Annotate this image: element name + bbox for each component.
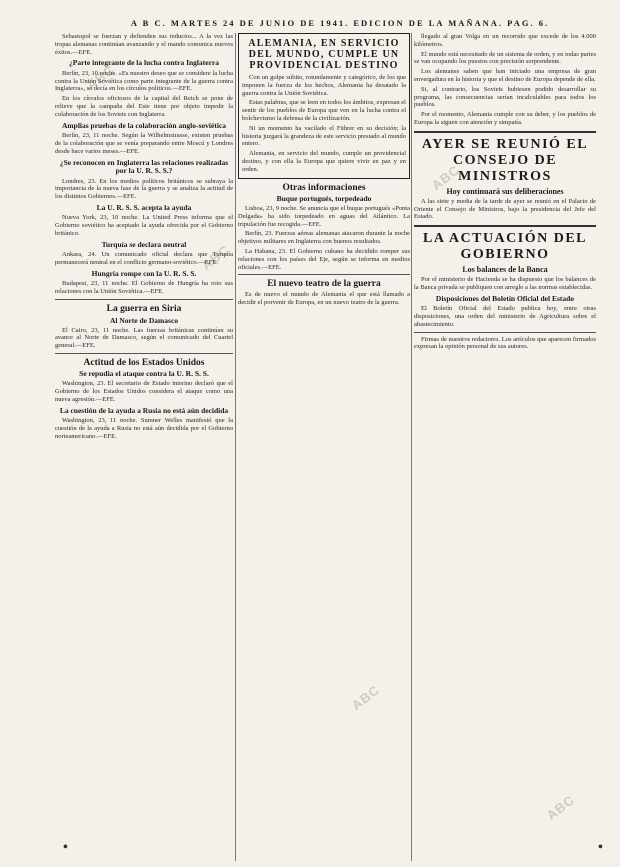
- column-2: [238, 33, 410, 863]
- headline: Actitud de los Estados Unidos: [83, 357, 205, 368]
- article-paragraph: Berlín, 23, 10 noche. «Es nuestro deseo que se considere la lucha contra la Unión Soviética como parte integrante de la guerra contra Inglaterra», se decía en los círculos políticos.—EFE.: [55, 69, 233, 93]
- article-paragraph: Alemania, en servicio del mundo, cumple un providencial destino, y con ella la Europa que quiere vivir en paz y en orden.: [242, 150, 406, 173]
- divider: [414, 225, 596, 227]
- boxed-editorial: [238, 33, 410, 179]
- divider: [238, 274, 410, 275]
- article-paragraph: Es de nuevo el mundo de Alemania el que está llamado a decidir el porvenir de Europa, en un nuevo teatro de la guerra.: [238, 290, 410, 306]
- article-paragraph: Londres, 23. En los medios políticos británicos se subraya la importancia de la nueva fase de la guerra y se analiza la actitud de los distintos Gobiernos.—EFE.: [55, 177, 233, 201]
- watermark: ABC: [198, 241, 233, 274]
- headline: Disposiciones del Boletín Oficial del Estado: [435, 293, 575, 303]
- headline: AYER SE REUNIÓ EL CONSEJO DE MINISTROS: [421, 136, 589, 184]
- article-paragraph: Con un golpe súbito, rotundamente y categórico, de los que imponen la fuerza de los hechos, Alemania ha desatado la guerra contra la Unión Soviética.: [242, 74, 406, 97]
- headline: El nuevo teatro de la guerra: [267, 279, 381, 290]
- watermark: ABC: [543, 791, 578, 824]
- article-paragraph: El Boletín Oficial del Estado publica hoy, entre otras disposiciones, una orden del ministerio de Agricultura sobre el abastecimiento.: [414, 305, 596, 328]
- headline: Hungría rompe con la U. R. S. S.: [91, 268, 197, 278]
- divider: [55, 299, 233, 300]
- watermark: ABC: [83, 61, 118, 94]
- column-1: [55, 33, 233, 863]
- subheadline: Se repudia el ataque contra la U. R. S. S.: [79, 369, 209, 379]
- column-rule: [411, 33, 412, 861]
- watermark: ABC: [428, 161, 463, 194]
- subheadline: Hoy continuará sus deliberaciones: [446, 186, 564, 196]
- article-paragraph: Budapest, 23, 11 noche. El Gobierno de Hungría ha roto sus relaciones con la Unión Soviética.—EFE.: [55, 280, 233, 296]
- article-paragraph: Nueva York, 23, 10 noche. La United Press informa que el Gobierno soviético ha aceptado la ayuda ofrecida por el Gobierno británico.: [55, 214, 233, 238]
- headline: ¿Se reconocen en Inglaterra las relaciones realizadas por la U. R. S. S.?: [59, 157, 229, 176]
- column-rule: [235, 33, 236, 861]
- article-paragraph: Los alemanes saben que han iniciado una empresa de gran envergadura en la historia y que el destino de Europa depende de ella.: [414, 68, 596, 83]
- headline: Turquía se declara neutral: [101, 239, 187, 249]
- article-paragraph: Ankara, 24. Un comunicado oficial declara que Turquía permanecerá neutral en el conflicto germano-soviético.—EFE.: [55, 251, 233, 267]
- article-paragraph: Por el momento, Alemania cumple con su deber, y los pueblos de Europa la siguen con atención y simpatía.: [414, 111, 596, 126]
- subheadline: Al Norte de Damasco: [109, 315, 179, 325]
- article-paragraph: Lisboa, 23, 9 noche. Se anuncia que el buque portugués «Ponta Delgada» ha sido torpedeado en aguas del Atlántico. La tripulación fue recogida.—EFE.: [238, 205, 410, 228]
- editorial-title: ALEMANIA, EN SERVICIO DEL MUNDO, CUMPLE UN PROVIDENCIAL DESTINO: [248, 38, 400, 71]
- headline: Otras informaciones: [282, 182, 366, 193]
- headline: La U. R. S. S. acepta la ayuda: [96, 202, 192, 212]
- article-paragraph: Estas palabras, que se leen en todos los ámbitos, expresan el sentir de los pueblos de Europa que ven en la lucha contra el bolchevismo la defensa de la civilización.: [242, 99, 406, 122]
- running-head: A B C. MARTES 24 DE JUNIO DE 1941. EDICION DE LA MAÑANA. PAG. 6.: [130, 18, 550, 28]
- article-paragraph: Berlín, 23. Fuerzas aéreas alemanas atacaron durante la noche objetivos militares en Inglaterra con buenos resultados.: [238, 230, 410, 246]
- article-paragraph: El Cairo, 23, 11 noche. Las fuerzas británicas continúan su avance al Norte de Damasco, según el comunicado del Cuartel general.—EFE.: [55, 326, 233, 350]
- watermark: ABC: [348, 681, 383, 714]
- article-paragraph: Washington, 23. El secretario de Estado interino declaró que el Gobierno de los Estados Unidos considera el ataque como una nueva agresión.—EFE.: [55, 380, 233, 404]
- register-mark: •: [63, 840, 68, 855]
- article-paragraph: Sebastopol se fuerzan y defienden sus reductos... A la vez las tropas alemanas continúan avanzando y el mando comunica nuevos éxitos.—EFE.: [55, 33, 233, 56]
- article-paragraph: Por el ministerio de Hacienda se ha dispuesto que los balances de la Banca privada se publiquen con arreglo a las normas establecidas.: [414, 276, 596, 291]
- headline: LA ACTUACIÓN DEL GOBIERNO: [422, 231, 588, 263]
- headline: La cuestión de la ayuda a Rusia no está aún decidida: [59, 405, 229, 415]
- headline: La guerra en Siria: [106, 304, 182, 315]
- subheadline: Buque portugués, torpedeado: [276, 194, 372, 204]
- divider: [414, 131, 596, 133]
- article-paragraph: Firmas de nuestros redactores. Los artículos que aparecen firmados expresan la opinión personal de sus autores.: [414, 335, 596, 351]
- column-3: [414, 33, 596, 863]
- article-paragraph: El mundo está necesitado de un sistema de orden, y en todas partes se van ocupando los puestos con precisión sorprendente.: [414, 50, 596, 66]
- divider: [414, 332, 596, 333]
- article-paragraph: La Habana, 23. El Gobierno cubano ha decidido romper sus relaciones con los países del Eje, según se informa en medios oficiales.—EFE.: [238, 248, 410, 271]
- article-paragraph: A las siete y media de la tarde de ayer se reunió en el Palacio de Oriente el Consejo de Ministros, bajo la presidencia del Jefe del Estado.: [414, 197, 596, 221]
- article-paragraph: llegado al gran Volga en un recorrido que excede de los 4.000 kilómetros.: [414, 33, 596, 48]
- article-paragraph: Berlín, 23, 11 noche. Según la Wilhelmstrasse, existen pruebas de la colaboración que se venía preparando entre Moscú y Londres desde hace varios meses.—EFE.: [55, 132, 233, 155]
- article-paragraph: En los círculos oficiosos de la capital del Reich se pone de relieve que la campaña del Este tiene por objeto impedir la colaboración de los Soviets con Inglaterra.: [55, 95, 233, 118]
- headline: Amplias pruebas de la colaboración anglo-soviética: [62, 120, 226, 130]
- article-paragraph: Si, al contrario, los Soviets hubiesen podido desarrollar su programa, las consecuencias serían incalculables para todos los pueblos.: [414, 85, 596, 109]
- register-mark: •: [598, 840, 603, 855]
- article-paragraph: Washington, 23, 11 noche. Sumner Welles manifestó que la cuestión de la ayuda a Rusia no está aún decidida por el Gobierno norteamericano.—EFE.: [55, 417, 233, 440]
- article-paragraph: Ni un momento ha vacilado el Führer en su decisión; la historia juzgará la grandeza de este servicio prestado al mundo entero.: [242, 124, 406, 148]
- subheadline: Los balances de la Banca: [462, 265, 548, 275]
- headline: ¿Parte integrante de la lucha contra Inglaterra: [69, 58, 219, 68]
- divider: [55, 353, 233, 354]
